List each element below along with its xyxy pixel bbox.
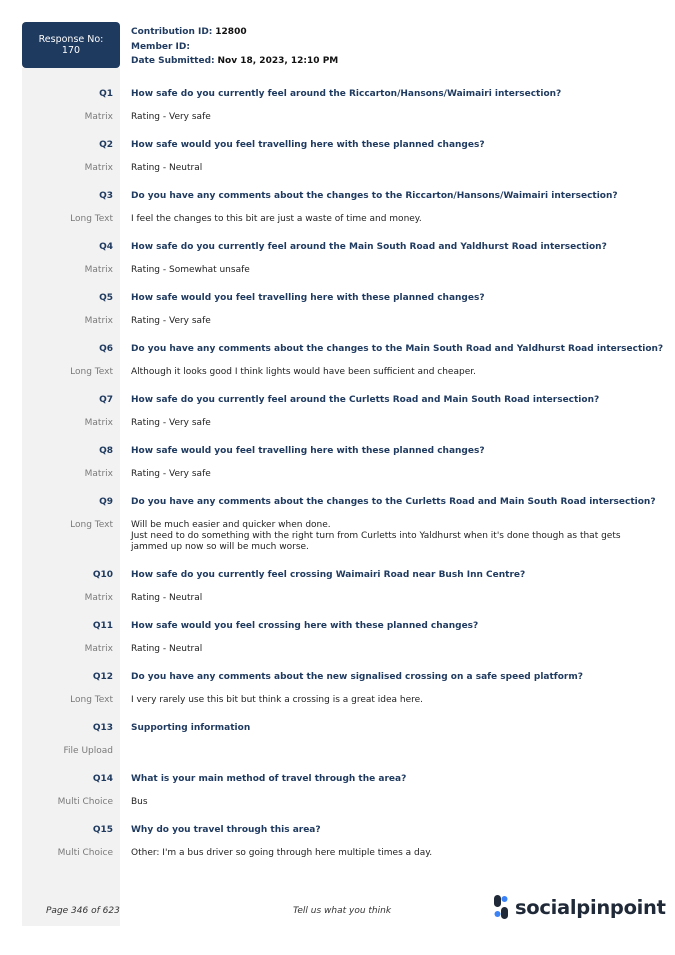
answer-type: Matrix	[84, 265, 113, 275]
question-text: How safe do you currently feel around the Main South Road and Yaldhurst Road intersection?	[131, 242, 607, 252]
answer-type: Long Text	[70, 367, 113, 377]
footer-tagline: Tell us what you think	[293, 906, 392, 916]
response-label: Response No:	[38, 34, 104, 45]
answer-text: Rating - Neutral	[131, 593, 203, 603]
answer-type: Matrix	[84, 163, 113, 173]
question-text: Do you have any comments about the changes to the Curletts Road and Main South Road intersection?	[131, 497, 656, 507]
answer-text: Although it looks good I think lights would have been sufficient and cheaper.	[131, 367, 476, 377]
logo-text: socialpinpoint	[515, 895, 666, 919]
page-number: Page 346 of 623	[46, 906, 120, 916]
question-text: How safe would you feel crossing here with these planned changes?	[131, 621, 479, 631]
answer-text: Rating - Neutral	[131, 163, 203, 173]
question-number: Q10	[92, 570, 113, 580]
question-text: How safe do you currently feel around the Riccarton/Hansons/Waimairi intersection?	[131, 89, 562, 99]
socialpinpoint-logo	[492, 894, 666, 920]
question-number: Q14	[92, 774, 113, 784]
answer-text: I feel the changes to this bit are just a waste of time and money.	[131, 214, 422, 224]
answer-text: Other: I'm a bus driver so going through here multiple times a day.	[131, 848, 433, 858]
question-number: Q9	[99, 497, 113, 507]
answer-text: Rating - Very safe	[131, 316, 211, 326]
question-text: Do you have any comments about the new signalised crossing on a safe speed platform?	[131, 672, 583, 682]
answer-text: Bus	[131, 797, 148, 807]
answer-text: jammed up now so will be much worse.	[131, 542, 309, 552]
question-number: Q13	[92, 723, 113, 733]
response-number: 170	[61, 45, 81, 56]
answer-type: File Upload	[63, 746, 113, 756]
question-number: Q12	[92, 672, 113, 682]
answer-text: Rating - Somewhat unsafe	[131, 265, 250, 275]
answer-text: Will be much easier and quicker when done.	[131, 520, 331, 530]
question-text: How safe do you currently feel around the Curletts Road and Main South Road intersection?	[131, 395, 600, 405]
question-number: Q3	[99, 191, 113, 201]
answer-type: Matrix	[84, 418, 113, 428]
answer-type: Matrix	[84, 644, 113, 654]
answer-text: Rating - Very safe	[131, 418, 211, 428]
question-text: How safe would you feel travelling here with these planned changes?	[131, 140, 485, 150]
date-submitted: Nov 18, 2023, 12:10 PM	[217, 56, 339, 66]
answer-text: I very rarely use this bit but think a crossing is a great idea here.	[131, 695, 424, 705]
response-number-box	[22, 22, 120, 68]
contribution-id: 12800	[215, 27, 247, 37]
answer-type: Long Text	[70, 695, 113, 705]
contribution-row	[131, 25, 338, 40]
answer-type: Multi Choice	[57, 797, 113, 807]
answer-text: Rating - Neutral	[131, 644, 203, 654]
pinpoint-logo-icon	[492, 895, 510, 919]
answer-type: Matrix	[84, 469, 113, 479]
date-label: Date Submitted:	[131, 56, 215, 66]
answer-type: Matrix	[84, 112, 113, 122]
question-text: How safe do you currently feel crossing Waimairi Road near Bush Inn Centre?	[131, 570, 526, 580]
question-number: Q1	[99, 89, 113, 99]
question-number: Q8	[99, 446, 113, 456]
question-number: Q2	[99, 140, 113, 150]
answer-type: Long Text	[70, 520, 113, 530]
answer-text: Rating - Very safe	[131, 469, 211, 479]
question-text: How safe would you feel travelling here with these planned changes?	[131, 446, 485, 456]
contribution-label: Contribution ID:	[131, 27, 213, 37]
question-number: Q11	[92, 621, 113, 631]
answer-text: Just need to do something with the right turn from Curletts into Yaldhurst when it's done though as that gets	[131, 531, 621, 541]
answer-type: Matrix	[84, 316, 113, 326]
member-row	[131, 40, 338, 55]
answer-text: Rating - Very safe	[131, 112, 211, 122]
question-text: What is your main method of travel through the area?	[131, 774, 407, 784]
question-text: Do you have any comments about the changes to the Main South Road and Yaldhurst Road intersection?	[131, 344, 664, 354]
question-number: Q7	[99, 395, 113, 405]
question-number: Q5	[99, 293, 113, 303]
question-text: Do you have any comments about the changes to the Riccarton/Hansons/Waimairi intersection?	[131, 191, 618, 201]
answer-type: Long Text	[70, 214, 113, 224]
answer-type: Multi Choice	[57, 848, 113, 858]
submission-meta	[131, 25, 338, 69]
question-number: Q6	[99, 344, 113, 354]
answer-type: Matrix	[84, 593, 113, 603]
question-text: Supporting information	[131, 723, 251, 733]
member-label: Member ID:	[131, 41, 190, 52]
question-text: Why do you travel through this area?	[131, 825, 321, 835]
date-row	[131, 54, 338, 69]
question-text: How safe would you feel travelling here with these planned changes?	[131, 293, 485, 303]
question-number: Q15	[92, 825, 113, 835]
question-number: Q4	[99, 242, 113, 252]
